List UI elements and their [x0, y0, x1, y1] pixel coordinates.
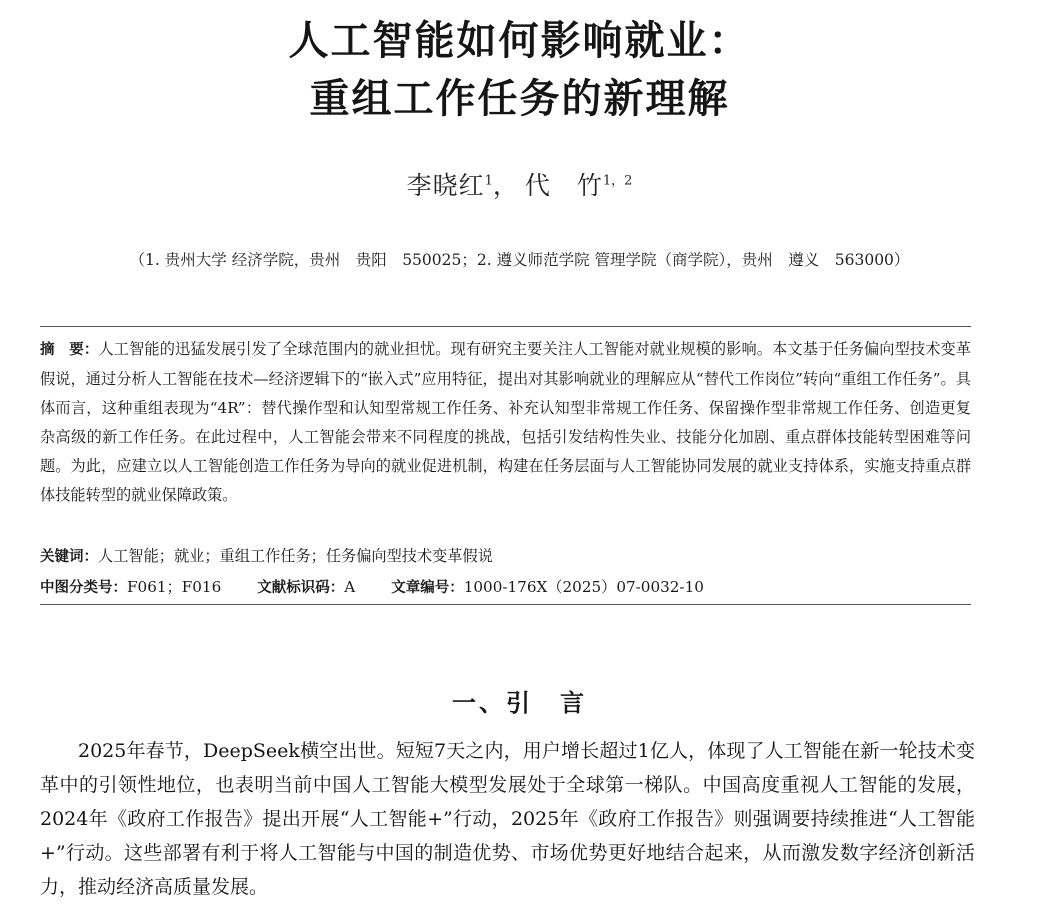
author-separator: ，	[492, 171, 519, 200]
body-paragraph-1: 2025年春节，DeepSeek横空出世。短短7天之内，用户增长超过1亿人，体现了人工智能在新一轮技术变革中的引领性地位，也表明当前中国人工智能大模型发展处于全球第一梯队。中国高度重视人工智能的发展，2024年《政府工作报告》提出开展“人工智能+”行动，2025年《政府工作报告》则强调要持续推进“人工智能+”行动。这些部署有利于将人工智能与中国的制造优势、市场优势更好地结合起来，从而激发数字经济创新活力，推动经济高质量发展。	[40, 740, 975, 898]
paper-title-line-2: 重组工作任务的新理解	[309, 76, 730, 122]
abstract-top-rule	[40, 326, 971, 327]
keywords-text: 人工智能；就业；重组工作任务；任务偏向型技术变革假说	[98, 547, 493, 565]
author-1-name: 李晓红	[406, 171, 485, 200]
section-heading-introduction: 一、引 言	[452, 689, 587, 717]
affiliations: （1. 贵州大学 经济学院，贵州 贵阳 550025；2. 遵义师范学院 管理学院（商学院），贵州 遵义 563000）	[129, 251, 910, 269]
article-number-label: 文章编号：	[391, 580, 464, 596]
author-2-affil-marker: 1，2	[602, 173, 633, 189]
abstract-label: 摘 要：	[40, 342, 99, 358]
classification-line	[40, 573, 971, 602]
paper-title-line-1: 人工智能如何影响就业：	[288, 18, 751, 64]
keywords-label: 关键词：	[40, 549, 98, 565]
doc-code-value: A	[344, 578, 356, 596]
author-line	[0, 166, 1039, 202]
author-2-name: 代 竹	[524, 171, 603, 200]
abstract-block	[40, 335, 971, 510]
abstract-bottom-rule	[40, 604, 971, 605]
body-text	[40, 734, 975, 904]
keywords-line	[40, 542, 971, 571]
clc-value: F061；F016	[127, 578, 222, 596]
author-1-affil-marker: 1	[484, 173, 493, 189]
doc-code-label: 文献标识码：	[257, 580, 345, 596]
article-number-value: 1000-176X（2025）07-0032-10	[463, 578, 704, 596]
clc-label: 中图分类号：	[40, 580, 127, 596]
abstract-text: 人工智能的迅猛发展引发了全球范围内的就业担忧。现有研究主要关注人工智能对就业规模的影响。本文基于任务偏向型技术变革假说，通过分析人工智能在技术—经济逻辑下的“嵌入式”应用特征，提出对其影响就业的理解应从“替代工作岗位”转向“重组工作任务”。具体而言，这种重组表现为“4R”：替代操作型和认知型常规工作任务、补充认知型非常规工作任务、保留操作型非常规工作任务、创造更复杂高级的新工作任务。在此过程中，人工智能会带来不同程度的挑战，包括引发结构性失业、技能分化加剧、重点群体技能转型困难等问题。为此，应建立以人工智能创造工作任务为导向的就业促进机制，构建在任务层面与人工智能协同发展的就业支持体系，实施支持重点群体技能转型的就业保障政策。	[40, 340, 972, 504]
